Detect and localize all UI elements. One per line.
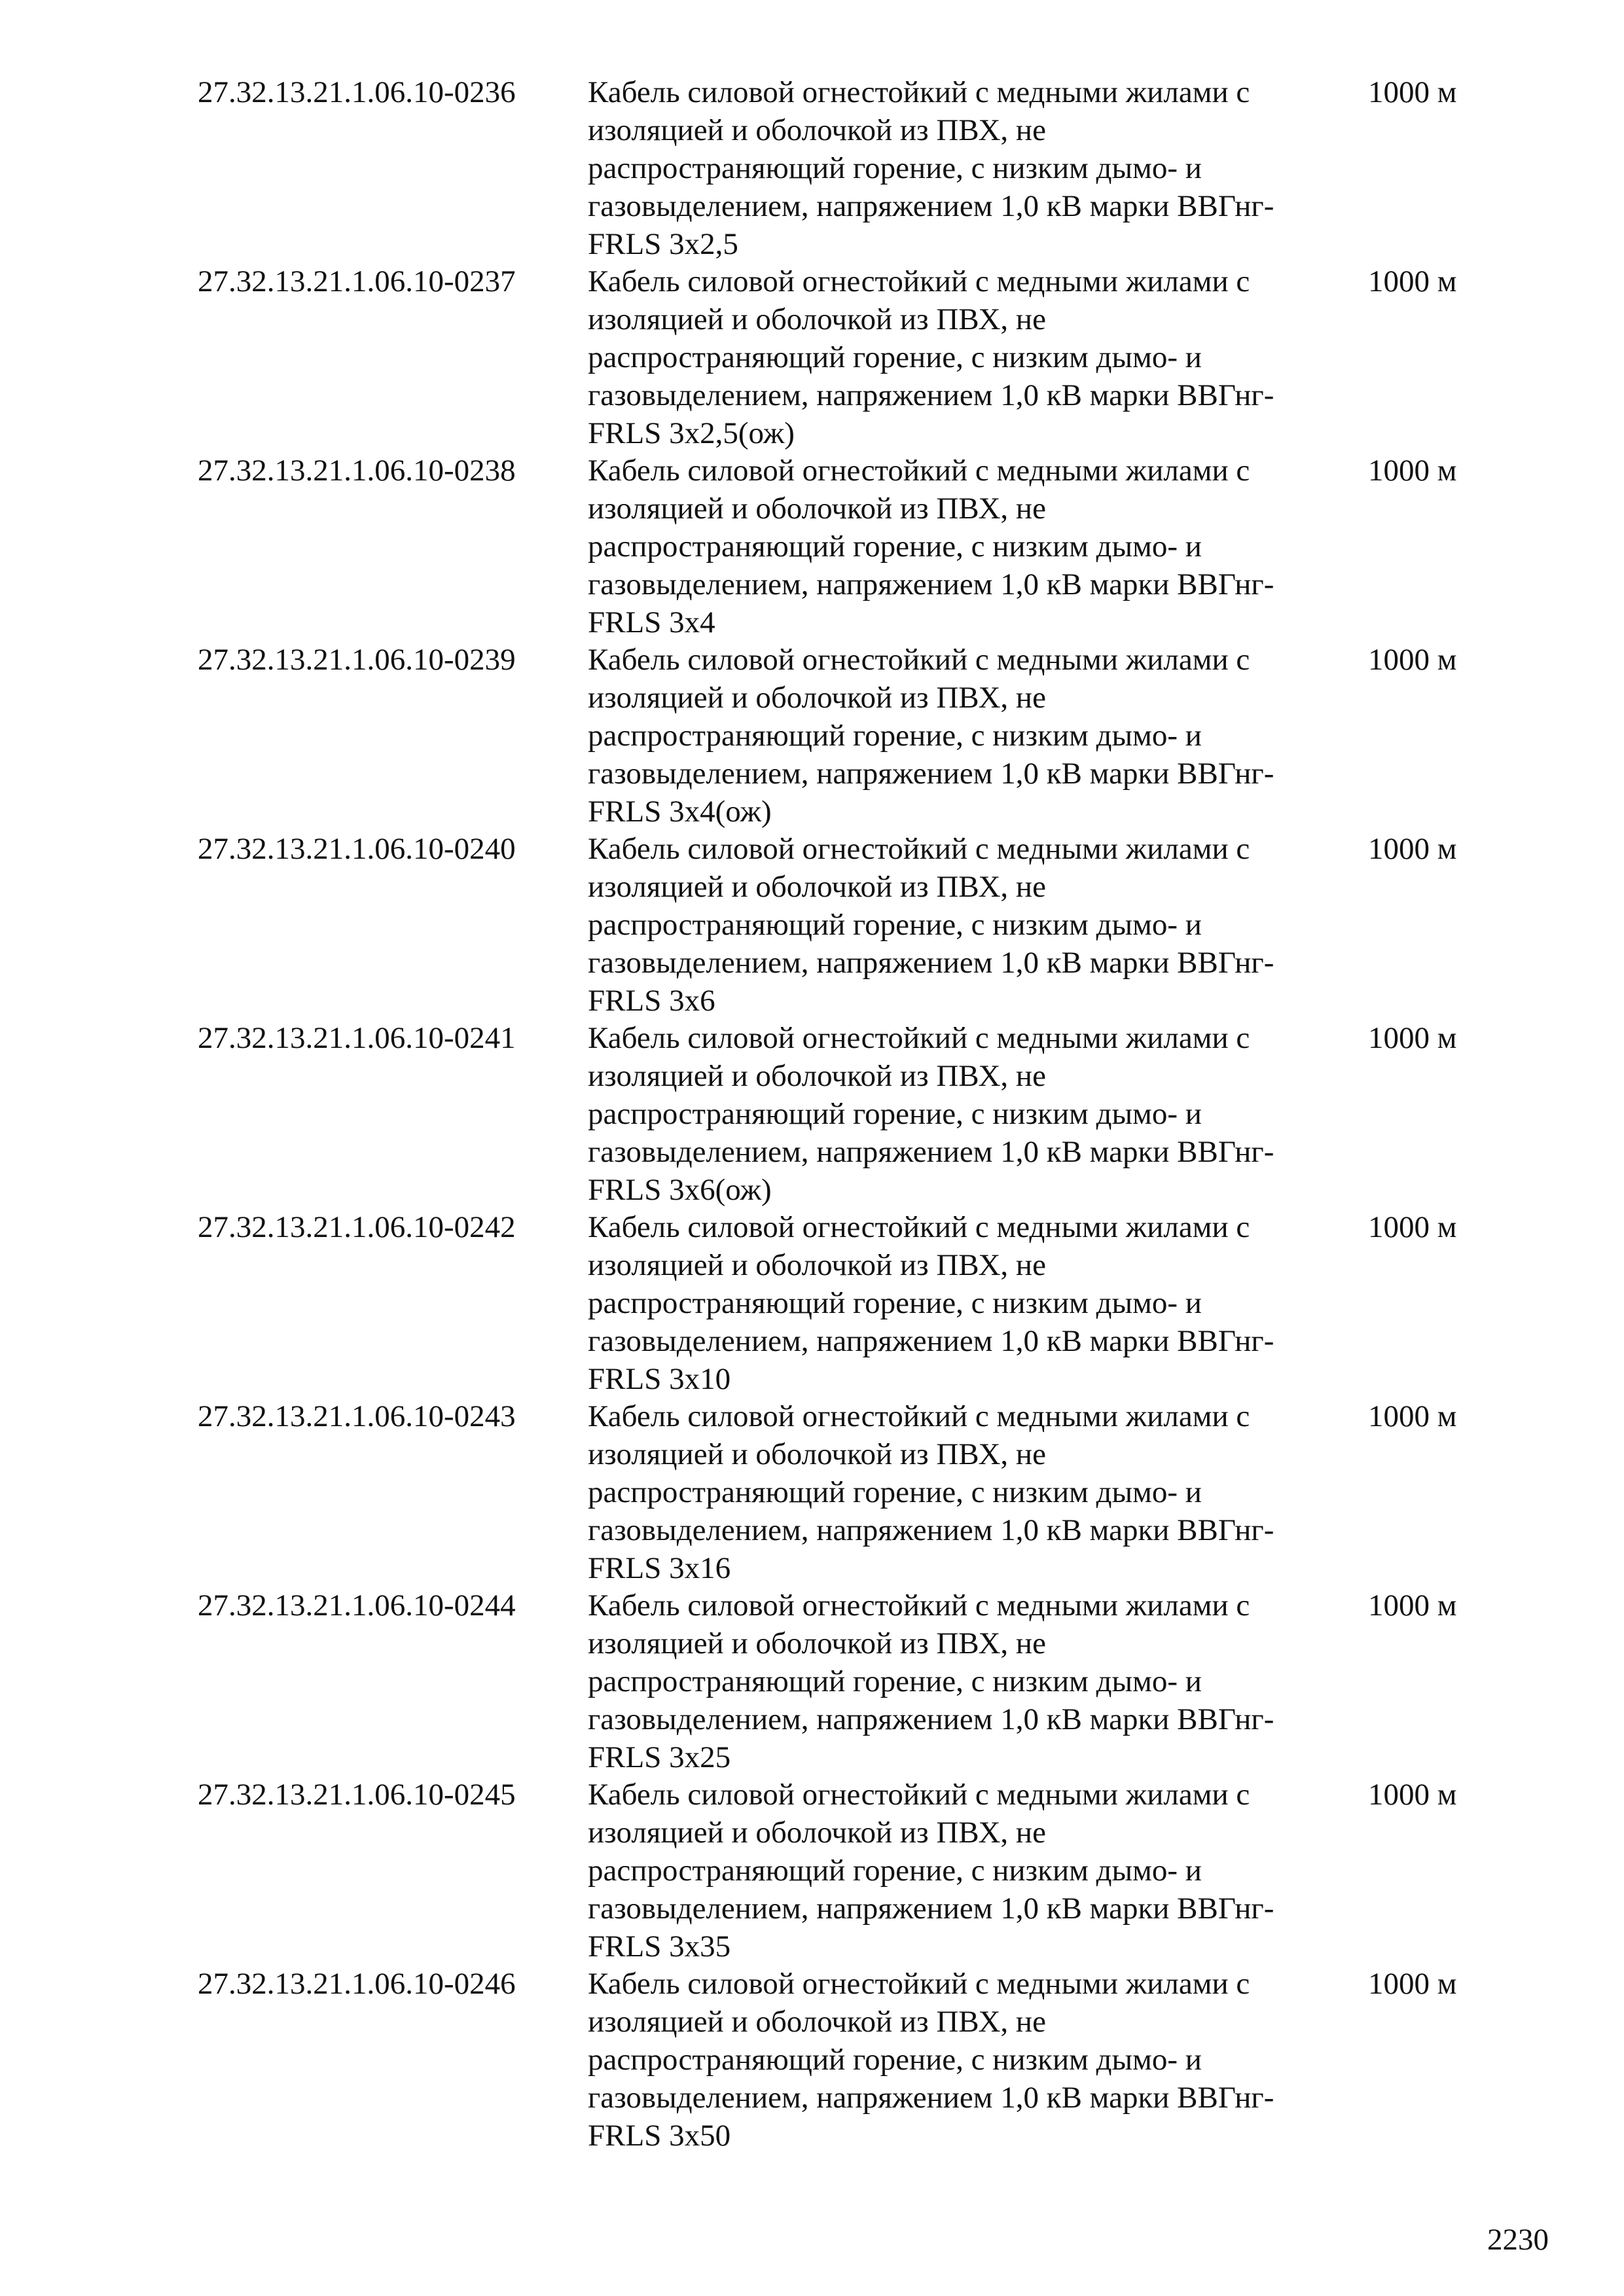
description-line: Кабель силовой огнестойкий с медными жилами с <box>588 1588 1250 1623</box>
resource-description <box>588 1019 1341 1209</box>
description-line: FRLS 3х6 <box>588 984 715 1018</box>
measurement-unit: 1000 м <box>1368 1399 1457 1433</box>
description-line: Кабель силовой огнестойкий с медными жилами с <box>588 1210 1250 1244</box>
description-line: изоляцией и оболочкой из ПВХ, не <box>588 113 1046 147</box>
page-number: 2230 <box>1487 2223 1549 2257</box>
measurement-unit: 1000 м <box>1368 1021 1457 1055</box>
resource-description <box>588 1965 1341 2155</box>
description-line: распространяющий горение, с низким дымо- и <box>588 1664 1202 1698</box>
resource-description <box>588 641 1341 831</box>
resource-code: 27.32.13.21.1.06.10-0246 <box>198 1967 516 2001</box>
resource-description <box>588 830 1341 1020</box>
description-line: распространяющий горение, с низким дымо- и <box>588 151 1202 185</box>
description-line: газовыделением, напряжением 1,0 кВ марки ВВГнг- <box>588 378 1274 412</box>
description-line: изоляцией и оболочкой из ПВХ, не <box>588 681 1046 715</box>
resource-code: 27.32.13.21.1.06.10-0245 <box>198 1778 516 1812</box>
list-item <box>0 1965 1624 2154</box>
description-line: газовыделением, напряжением 1,0 кВ марки ВВГнг- <box>588 2081 1274 2115</box>
resource-code: 27.32.13.21.1.06.10-0240 <box>198 832 516 866</box>
description-line: Кабель силовой огнестойкий с медными жилами с <box>588 1967 1250 2001</box>
measurement-unit: 1000 м <box>1368 75 1457 109</box>
description-line: распространяющий горение, с низким дымо- и <box>588 1475 1202 1509</box>
description-line: изоляцией и оболочкой из ПВХ, не <box>588 1059 1046 1093</box>
description-line: Кабель силовой огнестойкий с медными жилами с <box>588 832 1250 866</box>
resource-code: 27.32.13.21.1.06.10-0238 <box>198 454 516 488</box>
description-line: распространяющий горение, с низким дымо- и <box>588 1286 1202 1320</box>
description-line: распространяющий горение, с низким дымо- и <box>588 908 1202 942</box>
description-line: Кабель силовой огнестойкий с медными жилами с <box>588 643 1250 677</box>
description-line: изоляцией и оболочкой из ПВХ, не <box>588 1248 1046 1282</box>
resource-description <box>588 73 1341 263</box>
resource-code: 27.32.13.21.1.06.10-0242 <box>198 1210 516 1244</box>
description-line: распространяющий горение, с низким дымо- и <box>588 1097 1202 1131</box>
resource-description <box>588 262 1341 452</box>
description-line: распространяющий горение, с низким дымо- и <box>588 719 1202 753</box>
description-line: газовыделением, напряжением 1,0 кВ марки ВВГнг- <box>588 1702 1274 1736</box>
description-line: изоляцией и оболочкой из ПВХ, не <box>588 870 1046 904</box>
description-line: Кабель силовой огнестойкий с медными жилами с <box>588 454 1250 488</box>
measurement-unit: 1000 м <box>1368 1210 1457 1244</box>
measurement-unit: 1000 м <box>1368 832 1457 866</box>
resource-code: 27.32.13.21.1.06.10-0237 <box>198 264 516 298</box>
description-line: Кабель силовой огнестойкий с медными жилами с <box>588 1399 1250 1433</box>
description-line: FRLS 3х16 <box>588 1551 731 1585</box>
description-line: изоляцией и оболочкой из ПВХ, не <box>588 2005 1046 2039</box>
description-line: газовыделением, напряжением 1,0 кВ марки ВВГнг- <box>588 189 1274 223</box>
description-line: FRLS 3х10 <box>588 1362 731 1396</box>
description-line: газовыделением, напряжением 1,0 кВ марки ВВГнг- <box>588 1324 1274 1358</box>
description-line: FRLS 3х2,5 <box>588 227 738 261</box>
description-line: изоляцией и оболочкой из ПВХ, не <box>588 1437 1046 1471</box>
resource-code: 27.32.13.21.1.06.10-0243 <box>198 1399 516 1433</box>
resource-description <box>588 1587 1341 1776</box>
list-item <box>0 262 1624 452</box>
description-line: газовыделением, напряжением 1,0 кВ марки ВВГнг- <box>588 946 1274 980</box>
description-line: FRLS 3х4(ож) <box>588 795 772 829</box>
description-line: газовыделением, напряжением 1,0 кВ марки ВВГнг- <box>588 1892 1274 1926</box>
description-line: Кабель силовой огнестойкий с медными жилами с <box>588 75 1250 109</box>
description-line: газовыделением, напряжением 1,0 кВ марки ВВГнг- <box>588 1135 1274 1169</box>
description-line: FRLS 3х50 <box>588 2119 731 2153</box>
description-line: Кабель силовой огнестойкий с медными жилами с <box>588 1021 1250 1055</box>
description-line: изоляцией и оболочкой из ПВХ, не <box>588 492 1046 526</box>
description-line: газовыделением, напряжением 1,0 кВ марки ВВГнг- <box>588 567 1274 601</box>
measurement-unit: 1000 м <box>1368 1967 1457 2001</box>
resource-description <box>588 1397 1341 1587</box>
list-item <box>0 830 1624 1019</box>
description-line: FRLS 3х6(ож) <box>588 1173 772 1207</box>
measurement-unit: 1000 м <box>1368 643 1457 677</box>
description-line: газовыделением, напряжением 1,0 кВ марки ВВГнг- <box>588 1513 1274 1547</box>
measurement-unit: 1000 м <box>1368 1588 1457 1623</box>
description-line: FRLS 3х25 <box>588 1740 731 1774</box>
description-line: изоляцией и оболочкой из ПВХ, не <box>588 1626 1046 1660</box>
list-item <box>0 1019 1624 1208</box>
list-item <box>0 1208 1624 1397</box>
description-line: газовыделением, напряжением 1,0 кВ марки ВВГнг- <box>588 757 1274 791</box>
description-line: изоляцией и оболочкой из ПВХ, не <box>588 302 1046 336</box>
description-line: распространяющий горение, с низким дымо- и <box>588 2043 1202 2077</box>
list-item <box>0 1587 1624 1776</box>
resource-description <box>588 1208 1341 1398</box>
list-item <box>0 1776 1624 1965</box>
description-line: FRLS 3х35 <box>588 1929 731 1964</box>
description-line: распространяющий горение, с низким дымо- и <box>588 529 1202 564</box>
description-line: FRLS 3х4 <box>588 605 715 639</box>
resource-code: 27.32.13.21.1.06.10-0244 <box>198 1588 516 1623</box>
measurement-unit: 1000 м <box>1368 454 1457 488</box>
description-line: FRLS 3х2,5(ож) <box>588 416 795 450</box>
resource-code: 27.32.13.21.1.06.10-0241 <box>198 1021 516 1055</box>
list-item <box>0 73 1624 262</box>
resource-description <box>588 1776 1341 1965</box>
description-line: распространяющий горение, с низким дымо- и <box>588 1854 1202 1888</box>
description-line: Кабель силовой огнестойкий с медными жилами с <box>588 1778 1250 1812</box>
description-line: распространяющий горение, с низким дымо- и <box>588 340 1202 374</box>
measurement-unit: 1000 м <box>1368 1778 1457 1812</box>
description-line: изоляцией и оболочкой из ПВХ, не <box>588 1816 1046 1850</box>
resource-code: 27.32.13.21.1.06.10-0236 <box>198 75 516 109</box>
resource-description <box>588 452 1341 641</box>
description-line: Кабель силовой огнестойкий с медными жилами с <box>588 264 1250 298</box>
list-item <box>0 1397 1624 1587</box>
resource-list <box>0 73 1624 2154</box>
list-item <box>0 641 1624 830</box>
resource-code: 27.32.13.21.1.06.10-0239 <box>198 643 516 677</box>
measurement-unit: 1000 м <box>1368 264 1457 298</box>
list-item <box>0 452 1624 641</box>
